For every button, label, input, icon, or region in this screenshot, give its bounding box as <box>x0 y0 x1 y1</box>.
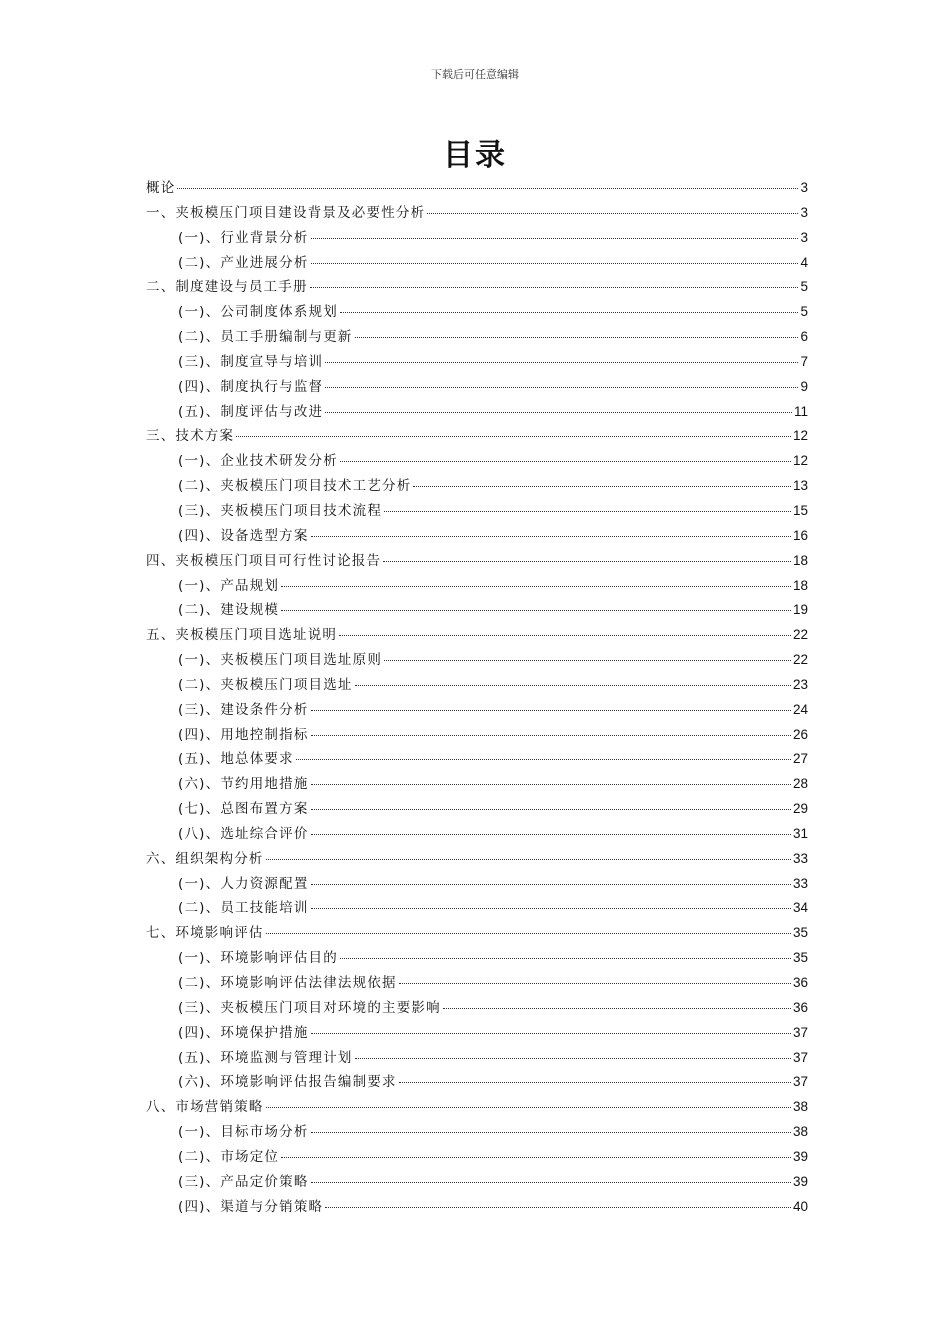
toc-entry-label: (二)、建设规模 <box>178 602 280 619</box>
toc-dot-leader <box>383 561 791 562</box>
toc-entry-label: (一)、产品规划 <box>178 577 280 594</box>
toc-entry-label: (四)、渠道与分销策略 <box>178 1198 324 1215</box>
toc-entry[interactable] <box>146 723 808 748</box>
toc-entry-page-number: 35 <box>792 950 808 966</box>
toc-dot-leader <box>325 362 798 363</box>
toc-entry-label: (二)、环境影响评估法律法规依据 <box>178 975 397 991</box>
toc-entry[interactable] <box>146 524 808 549</box>
toc-entry-label: (一)、目标市场分析 <box>178 1124 309 1141</box>
toc-entry-label: (五)、制度评估与改进 <box>178 403 324 420</box>
toc-entry-page-number: 38 <box>792 1099 808 1115</box>
toc-entry[interactable] <box>146 772 808 797</box>
toc-dot-leader <box>311 908 791 909</box>
toc-entry-page-number: 22 <box>792 627 808 643</box>
toc-entry[interactable] <box>146 797 808 822</box>
toc-entry-label: (一)、企业技术研发分析 <box>178 453 338 470</box>
toc-entry-page-number: 13 <box>792 478 808 494</box>
toc-dot-leader <box>311 884 791 885</box>
toc-entry[interactable] <box>146 449 808 474</box>
toc-dot-leader <box>325 1207 791 1208</box>
toc-entry-label: (二)、夹板模压门项目选址 <box>178 676 353 693</box>
toc-entry-label: 一、夹板模压门项目建设背景及必要性分析 <box>146 204 426 221</box>
toc-entry[interactable] <box>146 226 808 251</box>
toc-entry[interactable] <box>146 350 808 375</box>
toc-dot-leader <box>266 1107 791 1108</box>
toc-dot-leader <box>311 536 791 537</box>
toc-entry[interactable] <box>146 996 808 1021</box>
toc-entry-label: (三)、制度宣导与培训 <box>178 353 324 370</box>
toc-dot-leader <box>339 635 791 636</box>
toc-entry[interactable] <box>146 325 808 350</box>
toc-entry-label: (二)、夹板模压门项目技术工艺分析 <box>178 478 412 495</box>
toc-dot-leader <box>311 710 791 711</box>
toc-entry[interactable] <box>146 921 808 946</box>
toc-dot-leader <box>325 387 798 388</box>
toc-entry[interactable] <box>146 574 808 599</box>
toc-entry[interactable] <box>146 847 808 872</box>
table-of-contents <box>146 176 808 1219</box>
toc-entry-page-number: 7 <box>800 353 808 369</box>
toc-entry-page-number: 40 <box>792 1198 808 1214</box>
toc-entry-label: (二)、市场定位 <box>178 1148 280 1165</box>
toc-dot-leader <box>399 983 791 984</box>
toc-dot-leader <box>325 412 792 413</box>
toc-entry-label: (四)、制度执行与监督 <box>178 378 324 395</box>
toc-entry[interactable] <box>146 1120 808 1145</box>
toc-entry-label: (四)、环境保护措施 <box>178 1024 309 1041</box>
toc-entry-page-number: 19 <box>792 602 808 618</box>
toc-entry-label: (三)、建设条件分析 <box>178 701 309 718</box>
toc-entry[interactable] <box>146 474 808 499</box>
toc-entry-label: (二)、员工技能培训 <box>178 900 309 917</box>
toc-entry-label: 七、环境影响评估 <box>146 925 264 942</box>
toc-dot-leader <box>177 188 798 189</box>
toc-entry[interactable] <box>146 275 808 300</box>
toc-entry-label: (五)、环境监测与管理计划 <box>178 1049 353 1066</box>
toc-entry-page-number: 12 <box>792 428 808 444</box>
toc-entry[interactable] <box>146 176 808 201</box>
page-header: 下载后可任意编辑 <box>431 68 519 81</box>
toc-entry-label: (三)、夹板模压门项目技术流程 <box>178 502 383 519</box>
toc-entry-page-number: 5 <box>800 304 808 320</box>
toc-dot-leader <box>355 337 799 338</box>
toc-entry-page-number: 12 <box>792 453 808 469</box>
toc-entry-page-number: 37 <box>792 1049 808 1065</box>
toc-entry[interactable] <box>146 648 808 673</box>
toc-entry[interactable] <box>146 499 808 524</box>
toc-entry-label: 五、夹板模压门项目选址说明 <box>146 627 338 644</box>
toc-entry-label: (一)、人力资源配置 <box>178 875 309 892</box>
toc-entry[interactable] <box>146 673 808 698</box>
toc-entry[interactable] <box>146 747 808 772</box>
toc-entry-label: (四)、设备选型方案 <box>178 527 309 544</box>
toc-entry-label: (一)、公司制度体系规划 <box>178 304 338 321</box>
toc-dot-leader <box>355 1058 791 1059</box>
toc-entry-page-number: 38 <box>792 1124 808 1140</box>
toc-entry-page-number: 31 <box>792 825 808 841</box>
toc-dot-leader <box>310 287 799 288</box>
toc-dot-leader <box>340 312 799 313</box>
toc-dot-leader <box>266 933 791 934</box>
toc-entry[interactable] <box>146 251 808 276</box>
toc-entry-label: (五)、地总体要求 <box>178 751 294 768</box>
toc-entry-page-number: 39 <box>792 1148 808 1164</box>
toc-dot-leader <box>384 660 791 661</box>
toc-dot-leader <box>340 461 791 462</box>
toc-entry-page-number: 3 <box>800 229 808 245</box>
toc-entry[interactable] <box>146 549 808 574</box>
toc-entry-label: (三)、产品定价策略 <box>178 1173 309 1190</box>
toc-entry-label: 概论 <box>146 180 176 196</box>
toc-dot-leader <box>311 1182 791 1183</box>
toc-entry-page-number: 16 <box>792 527 808 543</box>
toc-dot-leader <box>340 958 791 959</box>
toc-entry-page-number: 24 <box>792 701 808 717</box>
toc-entry[interactable] <box>146 400 808 425</box>
toc-entry[interactable] <box>146 598 808 623</box>
toc-entry-label: (一)、行业背景分析 <box>178 229 309 246</box>
toc-dot-leader <box>311 809 791 810</box>
toc-entry-label: (六)、环境影响评估报告编制要求 <box>178 1074 397 1091</box>
toc-entry-page-number: 5 <box>800 279 808 295</box>
toc-entry-label: (二)、产业进展分析 <box>178 254 309 271</box>
toc-entry-page-number: 35 <box>792 925 808 941</box>
toc-entry[interactable] <box>146 971 808 996</box>
toc-dot-leader <box>311 1132 791 1133</box>
toc-entry[interactable] <box>146 1170 808 1195</box>
toc-dot-leader <box>311 834 791 835</box>
toc-dot-leader <box>281 610 791 611</box>
toc-entry-label: 八、市场营销策略 <box>146 1099 264 1116</box>
toc-entry-page-number: 4 <box>800 254 808 270</box>
toc-entry-page-number: 18 <box>792 577 808 593</box>
toc-entry-page-number: 37 <box>792 1074 808 1090</box>
toc-entry-label: (三)、夹板模压门项目对环境的主要影响 <box>178 999 441 1016</box>
toc-entry-page-number: 26 <box>792 726 808 742</box>
toc-dot-leader <box>296 759 791 760</box>
toc-dot-leader <box>413 486 791 487</box>
toc-entry-page-number: 6 <box>800 329 808 345</box>
toc-entry-page-number: 33 <box>792 850 808 866</box>
toc-entry[interactable] <box>146 698 808 723</box>
toc-entry-page-number: 23 <box>792 676 808 692</box>
toc-entry[interactable] <box>146 946 808 971</box>
toc-entry-page-number: 3 <box>800 204 808 220</box>
toc-entry-label: (八)、选址综合评价 <box>178 825 309 842</box>
toc-entry-page-number: 27 <box>792 751 808 767</box>
toc-entry[interactable] <box>146 1070 808 1095</box>
toc-entry-page-number: 36 <box>792 975 808 990</box>
toc-entry-page-number: 15 <box>792 502 808 518</box>
toc-entry-label: 六、组织架构分析 <box>146 850 264 867</box>
toc-entry-label: 二、制度建设与员工手册 <box>146 279 308 296</box>
toc-dot-leader <box>427 213 798 214</box>
toc-entry[interactable] <box>146 375 808 400</box>
toc-entry[interactable] <box>146 623 808 648</box>
toc-entry-label: 四、夹板模压门项目可行性讨论报告 <box>146 552 382 569</box>
toc-entry-label: 三、技术方案 <box>146 428 235 445</box>
toc-entry-page-number: 39 <box>792 1173 808 1189</box>
toc-entry-page-number: 34 <box>792 900 808 916</box>
toc-entry[interactable] <box>146 1021 808 1046</box>
toc-dot-leader <box>355 685 791 686</box>
toc-entry-page-number: 3 <box>800 180 808 195</box>
toc-entry-label: (四)、用地控制指标 <box>178 726 309 743</box>
toc-entry-label: (七)、总图布置方案 <box>178 801 309 818</box>
toc-entry[interactable] <box>146 822 808 847</box>
toc-dot-leader <box>399 1082 791 1083</box>
toc-entry-page-number: 11 <box>793 403 808 419</box>
toc-entry-label: (一)、环境影响评估目的 <box>178 950 338 967</box>
toc-entry-page-number: 28 <box>792 776 808 792</box>
toc-entry[interactable] <box>146 896 808 921</box>
toc-dot-leader <box>266 859 791 860</box>
toc-entry-page-number: 36 <box>792 999 808 1015</box>
toc-entry[interactable] <box>146 201 808 226</box>
toc-entry[interactable] <box>146 300 808 325</box>
toc-entry[interactable] <box>146 1095 808 1120</box>
toc-entry-page-number: 22 <box>792 652 808 668</box>
toc-entry-page-number: 29 <box>792 801 808 817</box>
toc-entry[interactable] <box>146 1195 808 1220</box>
toc-dot-leader <box>236 436 791 437</box>
toc-entry-label: (六)、节约用地措施 <box>178 776 309 793</box>
toc-entry[interactable] <box>146 1145 808 1170</box>
toc-dot-leader <box>311 735 791 736</box>
toc-entry-label: (二)、员工手册编制与更新 <box>178 329 353 346</box>
toc-entry[interactable] <box>146 1046 808 1071</box>
toc-entry-page-number: 33 <box>792 875 808 891</box>
toc-dot-leader <box>311 238 799 239</box>
toc-dot-leader <box>281 1157 791 1158</box>
toc-dot-leader <box>281 586 791 587</box>
toc-dot-leader <box>311 263 799 264</box>
toc-dot-leader <box>443 1008 791 1009</box>
toc-entry-page-number: 18 <box>792 552 808 568</box>
toc-dot-leader <box>311 784 791 785</box>
toc-title: 目录 <box>443 138 507 173</box>
toc-dot-leader <box>384 511 791 512</box>
toc-entry[interactable] <box>146 424 808 449</box>
toc-entry[interactable] <box>146 872 808 897</box>
toc-dot-leader <box>311 1033 791 1034</box>
toc-entry-page-number: 37 <box>792 1024 808 1040</box>
toc-entry-page-number: 9 <box>800 378 808 394</box>
toc-entry-label: (一)、夹板模压门项目选址原则 <box>178 652 383 669</box>
